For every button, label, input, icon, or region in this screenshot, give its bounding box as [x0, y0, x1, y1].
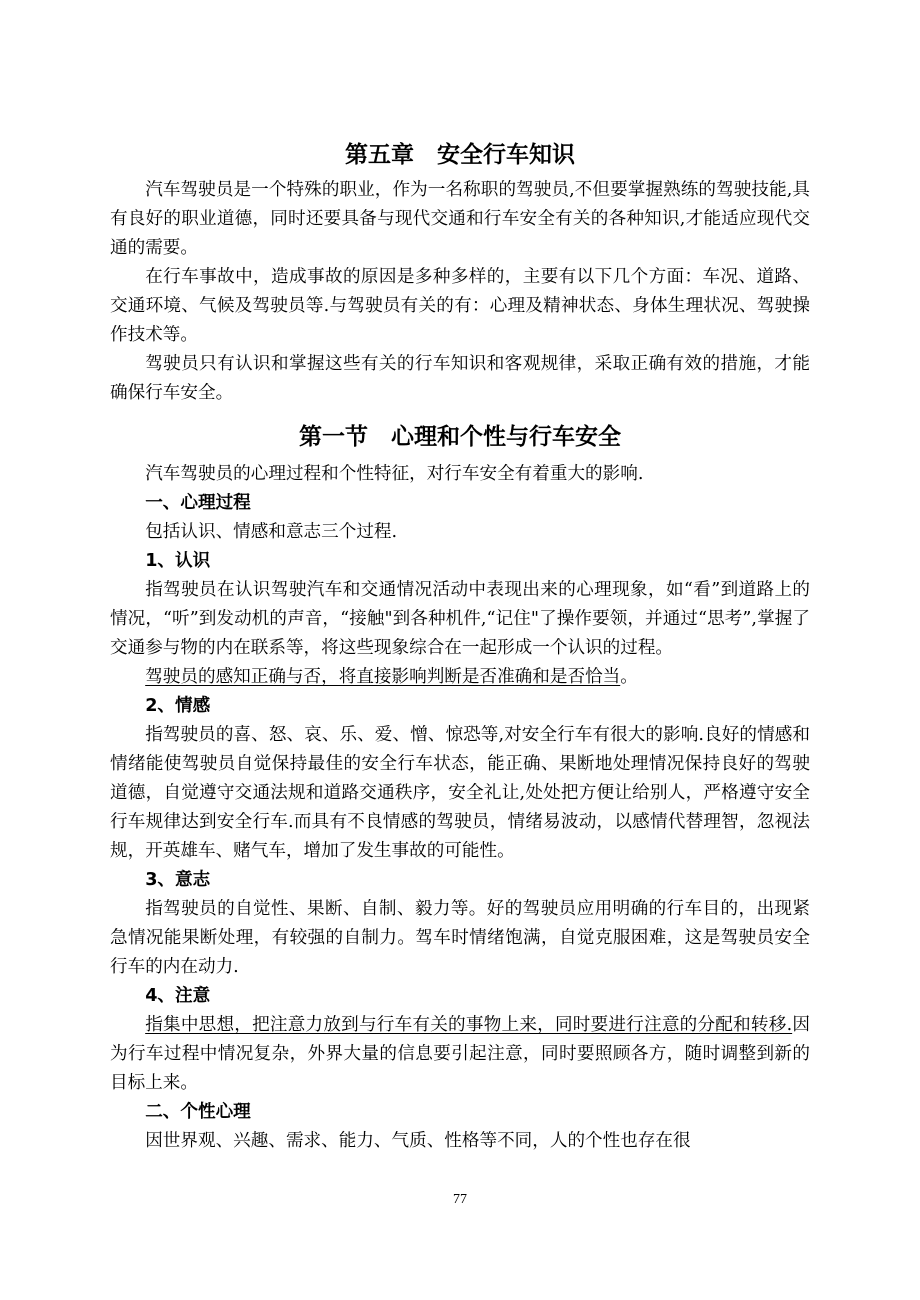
personality-paragraph: 因世界观、兴趣、需求、能力、气质、性格等不同，人的个性也存在很 — [145, 1131, 691, 1151]
attention-paragraph — [110, 1011, 810, 1098]
will-paragraph: 指驾驶员的自觉性、果断、自制、毅力等。好的驾驶员应用明确的行车目的，出现紧急情况能果断处理，有较强的自制力。驾车时情绪饱满，自觉克服困难，这是驾驶员安全行车的内在动力. — [110, 899, 810, 977]
heading-personality-psychology: 二、个性心理 — [145, 1102, 251, 1122]
emotion-paragraph: 指驾驶员的喜、怒、哀、乐、爱、憎、惊恐等,对安全行车有很大的影响.良好的情感和情绪能使驾驶员自觉保持最佳的安全行车状态，能正确、果断地处理情况保持良好的驾驶道德，自觉遵守交通法规和道路交通秩序，安全礼让,处处把方便让给别人，严格遵守安全行车规律达到安全行车.而具有不良情感的驾驶员，情绪易波动，以感情代替理智，忽视法规，开英雄车、赌气车，增加了发生事故的可能性。 — [110, 725, 810, 861]
page-number: 77 — [453, 1192, 467, 1207]
heading-emotion: 2、情感 — [145, 696, 211, 716]
document-page — [110, 138, 810, 1156]
heading-psychological-process: 一、心理过程 — [145, 493, 251, 513]
psychological-process-intro: 包括认识、情感和意志三个过程. — [145, 522, 398, 542]
intro-paragraph-1: 汽车驾驶员是一个特殊的职业，作为一名称职的驾驶员,不但要掌握熟练的驾驶技能,具有良好的职业道德，同时还要具备与现代交通和行车安全有关的各种知识,才能适应现代交通的需要。 — [110, 180, 810, 258]
heading-attention: 4、注意 — [145, 986, 211, 1006]
intro-paragraph-3: 驾驶员只有认识和掌握这些有关的行车知识和客观规律，采取正确有效的措施，才能确保行车安全。 — [110, 354, 810, 403]
heading-will: 3、意志 — [145, 870, 211, 890]
chapter-title: 第五章 安全行车知识 — [345, 142, 575, 168]
cognition-paragraph: 指驾驶员在认识驾驶汽车和交通情况活动中表现出来的心理现象，如“看”到道路上的情况，“听”到发动机的声音，“接触"到各种机件,“记住"了操作要领，并通过“思考”,掌握了交通参与物的内在联系等，将这些现象综合在一起形成一个认识的过程。 — [110, 580, 810, 658]
cognition-underlined-paragraph — [110, 663, 810, 692]
section-intro-paragraph: 汽车驾驶员的心理过程和个性特征，对行车安全有着重大的影响. — [145, 464, 644, 484]
cognition-underlined-tail: 。 — [620, 667, 638, 687]
heading-cognition: 1、认识 — [145, 551, 211, 571]
cognition-underlined-text: 驾驶员的感知正确与否，将直接影响判断是否准确和是否恰当 — [145, 667, 621, 687]
attention-underlined-text: 指集中思想，把注意力放到与行车有关的事物上来，同时要进行注意的分配和转移. — [145, 1015, 793, 1035]
attention-rest-text: 因为行车过程中情况复杂，外界大量的信息要引起注意，同时要照顾各方，随时调整到新的目标上来。 — [110, 1015, 810, 1093]
section-title: 第一节 心理和个性与行车安全 — [299, 424, 621, 450]
intro-paragraph-2: 在行车事故中，造成事故的原因是多种多样的，主要有以下几个方面：车况、道路、交通环境、气候及驾驶员等.与驾驶员有关的有：心理及精神状态、身体生理状况、驾驶操作技术等。 — [110, 267, 810, 345]
